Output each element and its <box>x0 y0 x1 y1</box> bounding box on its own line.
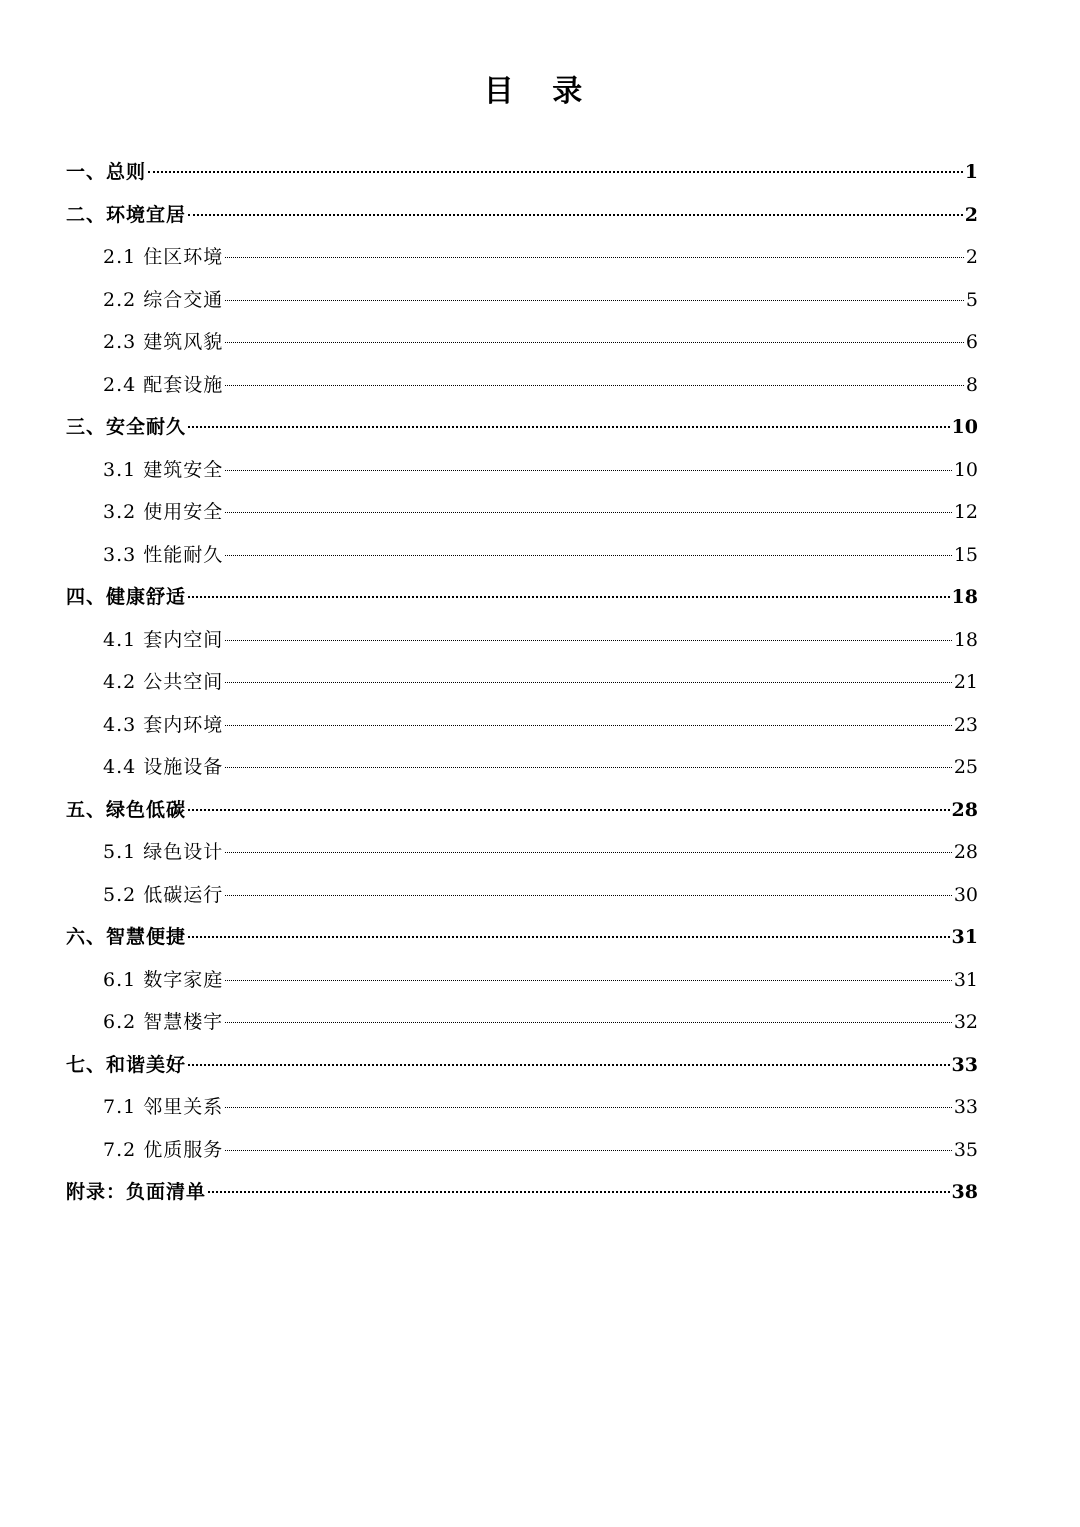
toc-entry-page-number: 18 <box>953 628 978 651</box>
toc-entry-label: 2.3 建筑风貌 <box>103 331 224 353</box>
toc-section-entry[interactable] <box>66 661 978 704</box>
toc-entry-page-number: 33 <box>951 1053 978 1076</box>
dot-leader <box>188 596 950 598</box>
toc-entry-page-number: 10 <box>953 458 978 481</box>
toc-entry-page-number: 1 <box>964 161 978 183</box>
toc-entry-label: 4.2 公共空间 <box>103 671 224 693</box>
dot-leader <box>225 852 952 853</box>
toc-section-entry[interactable] <box>66 746 978 789</box>
toc-section-entry[interactable] <box>66 534 978 577</box>
dot-leader <box>188 936 950 938</box>
dot-leader <box>225 555 952 556</box>
toc-section-entry[interactable] <box>66 831 978 874</box>
toc-section-entry[interactable] <box>66 619 978 662</box>
toc-section-entry[interactable] <box>66 959 978 1002</box>
dot-leader <box>225 682 952 683</box>
toc-entry-page-number: 18 <box>951 586 978 608</box>
toc-entry-page-number: 28 <box>951 798 978 821</box>
dot-leader <box>225 342 964 343</box>
toc-chapter-entry[interactable] <box>66 1044 978 1087</box>
dot-leader <box>225 1150 952 1151</box>
toc-entry-page-number: 8 <box>965 373 978 396</box>
toc-entry-page-number: 2 <box>965 246 978 268</box>
toc-chapter-entry[interactable] <box>66 194 978 237</box>
toc-entry-page-number: 15 <box>953 543 978 566</box>
toc-entry-page-number: 2 <box>964 203 978 226</box>
toc-chapter-entry[interactable] <box>66 406 978 449</box>
toc-entry-label: 4.4 设施设备 <box>103 756 224 778</box>
toc-section-entry[interactable] <box>66 364 978 407</box>
dot-leader <box>225 725 952 726</box>
toc-entry-page-number: 31 <box>951 926 978 948</box>
dot-leader <box>225 1022 952 1023</box>
toc-entry-label: 六、智慧便捷 <box>66 926 187 948</box>
toc-entry-label: 2.4 配套设施 <box>103 373 224 396</box>
dot-leader <box>148 171 963 173</box>
toc-entry-page-number: 25 <box>953 756 978 778</box>
toc-entry-label: 4.3 套内环境 <box>103 713 224 736</box>
toc-section-entry[interactable] <box>66 704 978 747</box>
toc-entry-label: 7.2 优质服务 <box>103 1138 224 1161</box>
toc-section-entry[interactable] <box>66 236 978 279</box>
toc-entry-label: 6.1 数字家庭 <box>103 968 224 991</box>
toc-entry-label: 3.1 建筑安全 <box>103 458 224 481</box>
toc-entry-label: 四、健康舒适 <box>66 586 187 608</box>
toc-entry-label: 附录：负面清单 <box>66 1181 207 1203</box>
page-title: 目 录 <box>483 74 597 109</box>
toc-entry-page-number: 38 <box>951 1181 978 1203</box>
dot-leader <box>225 300 964 301</box>
toc-chapter-entry[interactable] <box>66 916 978 959</box>
toc-entry-page-number: 5 <box>965 288 978 311</box>
toc-section-entry[interactable] <box>66 279 978 322</box>
dot-leader <box>225 512 952 513</box>
toc-entry-page-number: 12 <box>953 501 978 523</box>
dot-leader <box>225 1107 952 1108</box>
toc-entry-label: 5.1 绿色设计 <box>103 841 224 863</box>
toc-entry-page-number: 23 <box>953 713 978 736</box>
toc-entry-label: 4.1 套内空间 <box>103 628 224 651</box>
toc-chapter-entry[interactable] <box>66 576 978 619</box>
toc-entry-label: 7.1 邻里关系 <box>103 1096 224 1118</box>
toc-entry-page-number: 33 <box>953 1096 978 1118</box>
toc-section-entry[interactable] <box>66 491 978 534</box>
toc-chapter-entry[interactable] <box>66 789 978 832</box>
dot-leader <box>225 980 952 981</box>
toc-entry-page-number: 30 <box>953 883 978 906</box>
dot-leader <box>188 1064 950 1066</box>
dot-leader <box>208 1191 950 1193</box>
toc-section-entry[interactable] <box>66 874 978 917</box>
toc-entry-label: 6.2 智慧楼宇 <box>103 1011 224 1033</box>
table-of-contents <box>66 151 978 1214</box>
toc-entry-label: 五、绿色低碳 <box>66 798 187 821</box>
toc-section-entry[interactable] <box>66 449 978 492</box>
dot-leader <box>225 470 952 471</box>
toc-entry-label: 2.1 住区环境 <box>103 246 224 268</box>
toc-entry-page-number: 32 <box>953 1011 978 1033</box>
toc-section-entry[interactable] <box>66 1086 978 1129</box>
toc-entry-label: 2.2 综合交通 <box>103 288 224 311</box>
toc-entry-label: 三、安全耐久 <box>66 416 187 438</box>
dot-leader <box>225 257 964 258</box>
toc-entry-page-number: 31 <box>953 968 978 991</box>
toc-entry-label: 5.2 低碳运行 <box>103 883 224 906</box>
toc-entry-page-number: 6 <box>965 331 978 353</box>
toc-entry-page-number: 10 <box>951 416 978 438</box>
toc-chapter-entry[interactable] <box>66 151 978 194</box>
dot-leader <box>225 640 952 641</box>
dot-leader <box>225 895 952 896</box>
toc-entry-label: 3.3 性能耐久 <box>103 543 224 566</box>
dot-leader <box>225 767 952 768</box>
dot-leader <box>188 426 950 428</box>
toc-entry-page-number: 28 <box>953 841 978 863</box>
dot-leader <box>225 385 964 386</box>
toc-entry-page-number: 21 <box>953 671 978 693</box>
toc-section-entry[interactable] <box>66 321 978 364</box>
toc-entry-label: 一、总则 <box>66 161 147 183</box>
toc-section-entry[interactable] <box>66 1129 978 1172</box>
dot-leader <box>188 214 963 216</box>
toc-section-entry[interactable] <box>66 1001 978 1044</box>
toc-chapter-entry[interactable] <box>66 1171 978 1214</box>
toc-entry-label: 二、环境宜居 <box>66 203 187 226</box>
toc-entry-label: 3.2 使用安全 <box>103 501 224 523</box>
dot-leader <box>188 809 950 811</box>
toc-entry-page-number: 35 <box>953 1138 978 1161</box>
toc-entry-label: 七、和谐美好 <box>66 1053 187 1076</box>
